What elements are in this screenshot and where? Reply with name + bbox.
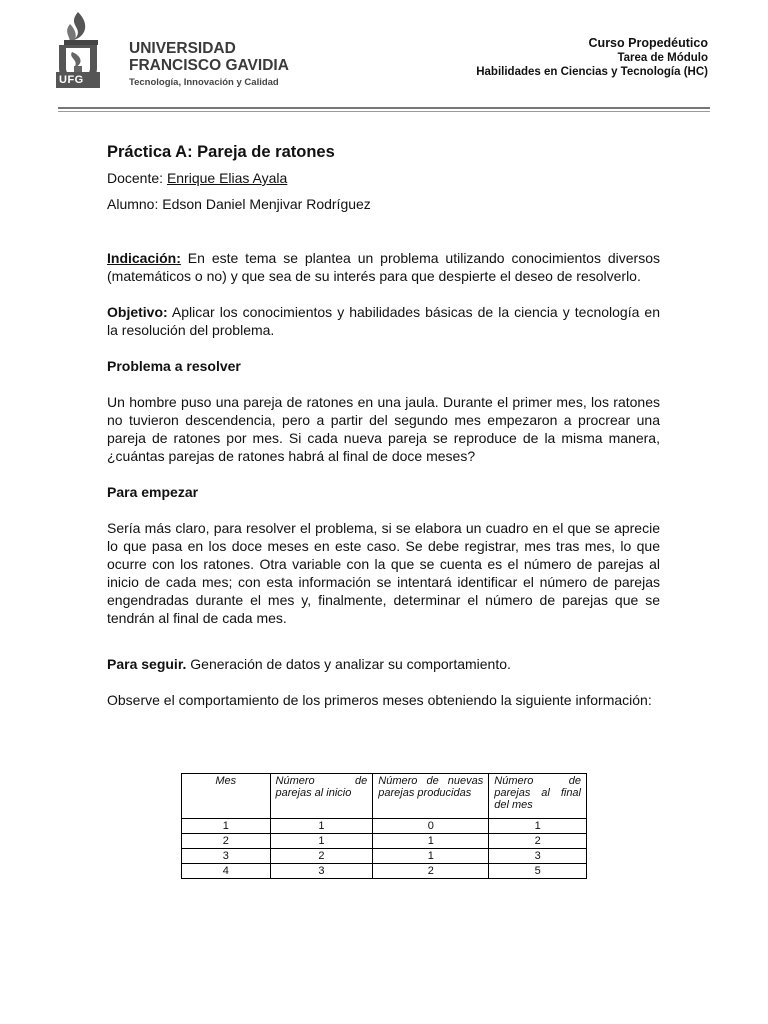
university-logo: [56, 10, 289, 94]
table-header-mes: Mes: [182, 774, 271, 819]
table-row: [182, 864, 587, 879]
problema-heading: Problema a resolver: [107, 358, 241, 374]
table-header-row: [182, 774, 587, 819]
table-cell: 1: [182, 819, 271, 834]
indicacion-text: En este tema se plantea un problema utilizando conocimientos diversos (matemáticos o no) y que sea de su interés para que despierte el deseo de resolverlo.: [107, 250, 660, 284]
table-header-nuevas: Número de nuevas parejas producidas: [373, 774, 489, 819]
page-header: [0, 0, 768, 112]
empezar-heading: Para empezar: [107, 484, 199, 500]
table-cell: 4: [182, 864, 271, 879]
course-subject: Habilidades en Ciencias y Tecnología (HC): [476, 66, 708, 78]
table-cell: 1: [270, 834, 373, 849]
data-table: [181, 773, 587, 879]
docente-line: [107, 169, 660, 187]
course-title: Curso Propedéutico: [588, 36, 708, 50]
objetivo-text: Aplicar los conocimientos y habilidades básicas de la ciencia y tecnología en la resolución del problema.: [107, 304, 660, 338]
table-cell: 1: [489, 819, 587, 834]
table-cell: 1: [373, 849, 489, 864]
header-divider: [58, 107, 710, 109]
table-cell: 1: [270, 819, 373, 834]
university-name-line2: FRANCISCO GAVIDIA: [129, 57, 289, 74]
table-row: [182, 834, 587, 849]
objetivo-label: Objetivo:: [107, 304, 168, 320]
table-cell: 1: [373, 834, 489, 849]
header-divider-thin: [58, 111, 710, 112]
problema-text: Un hombre puso una pareja de ratones en una jaula. Durante el primer mes, los ratones no tuvieron descendencia, pero a partir del segundo mes empezaron a procrear una pareja de ratones por mes. Si cada nueva pareja se reproduce de la misma manera, ¿cuántas parejas de ratones habrá al final de doce meses?: [107, 394, 660, 464]
course-info: [476, 36, 708, 80]
table-cell: 2: [373, 864, 489, 879]
objetivo-paragraph: [107, 303, 660, 339]
table-cell: 2: [489, 834, 587, 849]
logo-abbr: UFG: [59, 74, 84, 86]
table-cell: 2: [182, 834, 271, 849]
university-tagline: Tecnología, Innovación y Calidad: [129, 77, 279, 88]
observe-text: Observe el comportamiento de los primeros meses obteniendo la siguiente información:: [107, 692, 652, 708]
document-title: Práctica A: Pareja de ratones: [107, 143, 335, 161]
seguir-text: Generación de datos y analizar su comportamiento.: [186, 656, 511, 672]
table-cell: 0: [373, 819, 489, 834]
table-cell: 3: [489, 849, 587, 864]
table-cell: 3: [270, 864, 373, 879]
empezar-text: Sería más claro, para resolver el problema, si se elabora un cuadro en el que se aprecie lo que pasa en los doce meses en este caso. Se debe registrar, mes tras mes, lo que ocurre con los ratones. Otra variable con la que se cuenta es el número de parejas al inicio de cada mes; con esta información se intentará identificar el número de parejas engendradas durante el mes y, finalmente, determinar el número de parejas que se tendrán al final de cada mes.: [107, 520, 660, 626]
university-name-line1: UNIVERSIDAD: [129, 40, 236, 57]
document-body: [107, 143, 660, 709]
indicacion-label: Indicación:: [107, 250, 181, 266]
table-row: [182, 819, 587, 834]
university-name: [129, 40, 289, 74]
table-cell: 2: [270, 849, 373, 864]
course-subtitle: Tarea de Módulo: [617, 51, 708, 64]
table-cell: 3: [182, 849, 271, 864]
docente-name: Enrique Elias Ayala: [166, 170, 288, 186]
table-cell: 5: [489, 864, 587, 879]
table-header-inicio: Número de parejas al inicio: [270, 774, 373, 819]
alumno-line: Alumno: Edson Daniel Menjivar Rodríguez: [107, 196, 371, 212]
docente-label: Docente:: [107, 170, 167, 186]
table-row: [182, 849, 587, 864]
table-header-final: Número de parejas al final del mes: [489, 774, 587, 819]
seguir-label: Para seguir.: [107, 656, 187, 672]
seguir-paragraph: [107, 655, 660, 673]
indicacion-paragraph: [107, 249, 660, 285]
